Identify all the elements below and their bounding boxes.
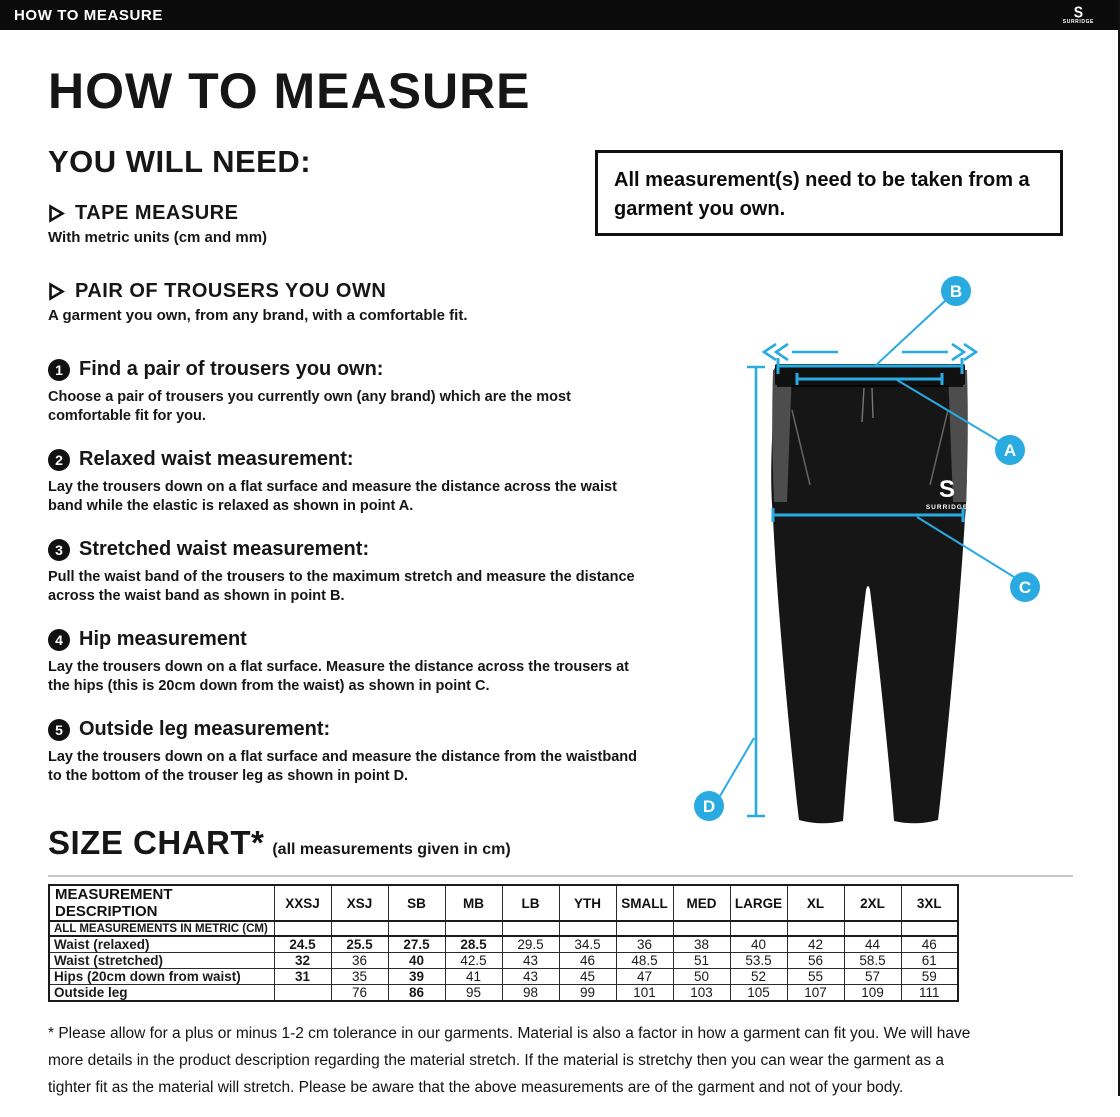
column-header-size: SB (388, 885, 445, 921)
steps (48, 358, 638, 808)
value-cell (274, 985, 331, 1002)
empty-cell (559, 921, 616, 936)
row-label-cell: Waist (relaxed) (49, 936, 274, 953)
value-cell: 58.5 (844, 953, 901, 969)
step-body: Choose a pair of trousers you currently own (any brand) which are the most comfortable fit for you. (48, 389, 571, 425)
footnote-line: more details in the product description regarding the material stretch. If the material is stretchy then you can wear the garment as a (48, 1052, 945, 1069)
value-cell: 57 (844, 969, 901, 985)
step-number-badge: 3 (48, 539, 70, 561)
value-cell: 34.5 (559, 936, 616, 953)
value-cell: 31 (274, 969, 331, 985)
value-cell: 86 (388, 985, 445, 1002)
step (48, 448, 638, 538)
value-cell: 51 (673, 953, 730, 969)
value-cell: 38 (673, 936, 730, 953)
value-cell: 98 (502, 985, 559, 1002)
trousers-measure-diagram (680, 260, 1100, 860)
table-row (49, 953, 958, 969)
empty-cell (787, 921, 844, 936)
value-cell: 28.5 (445, 936, 502, 953)
empty-cell (445, 921, 502, 936)
value-cell: 39 (388, 969, 445, 985)
empty-cell (844, 921, 901, 936)
footnote-line: tighter fit as the material will stretch. Please be aware that the above measurements are of the garment and not of your body. (48, 1079, 904, 1096)
need-item-trousers (48, 280, 467, 324)
empty-cell (730, 921, 787, 936)
value-cell: 36 (331, 953, 388, 969)
value-cell: 61 (901, 953, 958, 969)
label-b: B (949, 282, 963, 301)
trousers-silhouette (771, 364, 967, 823)
value-cell: 27.5 (388, 936, 445, 953)
value-cell: 109 (844, 985, 901, 1002)
value-cell: 43 (502, 953, 559, 969)
value-cell: 52 (730, 969, 787, 985)
step (48, 628, 638, 718)
value-cell: 44 (844, 936, 901, 953)
value-cell: 55 (787, 969, 844, 985)
value-cell: 53.5 (730, 953, 787, 969)
empty-cell (502, 921, 559, 936)
measurement-note-box: All measurement(s) need to be taken from a garment you own. (595, 150, 1063, 236)
separator-rule (48, 875, 1073, 877)
size-chart-title: SIZE CHART* (48, 824, 265, 861)
value-cell: 45 (559, 969, 616, 985)
value-cell: 42 (787, 936, 844, 953)
value-cell: 36 (616, 936, 673, 953)
value-cell: 56 (787, 953, 844, 969)
step (48, 718, 638, 808)
step-number-badge: 4 (48, 629, 70, 651)
empty-cell (673, 921, 730, 936)
value-cell: 76 (331, 985, 388, 1002)
leader-line-b (875, 301, 945, 366)
triangle-bullet-icon (48, 282, 65, 301)
metric-note-row (49, 921, 958, 936)
column-header-description: MEASUREMENT DESCRIPTION (49, 885, 274, 921)
table-row (49, 969, 958, 985)
value-cell: 59 (901, 969, 958, 985)
empty-cell (274, 921, 331, 936)
value-cell: 48.5 (616, 953, 673, 969)
value-cell: 105 (730, 985, 787, 1002)
empty-cell (616, 921, 673, 936)
value-cell: 40 (388, 953, 445, 969)
label-a: A (1003, 441, 1017, 460)
page-title: HOW TO MEASURE (48, 63, 531, 119)
stretch-arrow-left (764, 344, 838, 360)
step-title: Find a pair of trousers you own: (79, 358, 384, 380)
size-chart-subtitle: (all measurements given in cm) (272, 841, 511, 858)
value-cell: 25.5 (331, 936, 388, 953)
label-d: D (702, 797, 716, 816)
column-header-size: XSJ (331, 885, 388, 921)
value-cell: 35 (331, 969, 388, 985)
column-header-size: XL (787, 885, 844, 921)
value-cell: 50 (673, 969, 730, 985)
value-cell: 32 (274, 953, 331, 969)
column-header-size: LARGE (730, 885, 787, 921)
need-item-subtitle: With metric units (cm and mm) (48, 229, 268, 246)
triangle-bullet-icon (48, 204, 65, 223)
value-cell: 99 (559, 985, 616, 1002)
row-label-cell: Waist (stretched) (49, 953, 274, 969)
step-title: Relaxed waist measurement: (79, 448, 354, 470)
value-cell: 43 (502, 969, 559, 985)
value-cell: 46 (901, 936, 958, 953)
outside-leg-line (747, 367, 765, 816)
value-cell: 42.5 (445, 953, 502, 969)
value-cell: 111 (901, 985, 958, 1002)
value-cell: 29.5 (502, 936, 559, 953)
table-row (49, 985, 958, 1002)
step (48, 538, 638, 628)
value-cell: 103 (673, 985, 730, 1002)
column-header-size: SMALL (616, 885, 673, 921)
value-cell: 24.5 (274, 936, 331, 953)
row-label-cell: Hips (20cm down from waist) (49, 969, 274, 985)
value-cell: 46 (559, 953, 616, 969)
step-number-badge: 5 (48, 719, 70, 741)
empty-cell (331, 921, 388, 936)
step-number-badge: 2 (48, 449, 70, 471)
need-item-subtitle: A garment you own, from any brand, with a comfortable fit. (48, 307, 468, 324)
empty-cell (901, 921, 958, 936)
step (48, 358, 638, 448)
column-header-size: 3XL (901, 885, 958, 921)
step-body: Lay the trousers down on a flat surface. Measure the distance across the trousers at the hips (this is 20cm down from the waist) as shown in point C. (48, 659, 629, 695)
step-title: Outside leg measurement: (79, 718, 331, 740)
surridge-logo-mark-icon: S (1073, 3, 1084, 21)
column-header-size: LB (502, 885, 559, 921)
you-will-need-heading: YOU WILL NEED: (48, 144, 312, 179)
column-header-size: XXSJ (274, 885, 331, 921)
row-label-cell: Outside leg (49, 985, 274, 1002)
column-header-size: YTH (559, 885, 616, 921)
column-header-size: 2XL (844, 885, 901, 921)
leader-line-d (720, 738, 754, 796)
header-title: HOW TO MEASURE (14, 6, 163, 24)
header-bar (0, 0, 1120, 30)
need-item-tape-measure (48, 202, 267, 246)
step-body: Lay the trousers down on a flat surface and measure the distance across the waist band while the elastic is relaxed as shown in point A. (48, 479, 617, 515)
value-cell: 95 (445, 985, 502, 1002)
value-cell: 47 (616, 969, 673, 985)
need-item-title: TAPE MEASURE (75, 202, 239, 224)
step-body: Lay the trousers down on a flat surface and measure the distance from the waistband to the bottom of the trouser leg as shown in point D. (48, 749, 637, 785)
footnote-line: * Please allow for a plus or minus 1-2 cm tolerance in our garments. Material is also a factor in how a garment can fit you. We will have (48, 1025, 971, 1042)
size-chart-heading (48, 824, 511, 862)
surridge-logo (1063, 5, 1094, 25)
empty-cell (388, 921, 445, 936)
need-item-title: PAIR OF TROUSERS YOU OWN (75, 280, 387, 302)
step-body: Pull the waist band of the trousers to the maximum stretch and measure the distance across the waist band as shown in point B. (48, 569, 635, 605)
value-cell: 41 (445, 969, 502, 985)
value-cell: 101 (616, 985, 673, 1002)
metric-note-cell: ALL MEASUREMENTS IN METRIC (CM) (49, 921, 274, 936)
garment-surridge-mark: S (938, 476, 956, 503)
size-chart-table (48, 884, 959, 1002)
step-number-badge: 1 (48, 359, 70, 381)
column-header-size: MB (445, 885, 502, 921)
column-header-size: MED (673, 885, 730, 921)
value-cell: 40 (730, 936, 787, 953)
label-c: C (1018, 578, 1032, 597)
table-row (49, 936, 958, 953)
surridge-logo-wordmark: SURRIDGE (1062, 19, 1094, 25)
garment-surridge-wordmark: SURRIDGE (925, 504, 969, 511)
step-title: Hip measurement (79, 628, 247, 650)
footnote (48, 1020, 1093, 1101)
value-cell: 107 (787, 985, 844, 1002)
stretch-arrow-right (902, 344, 976, 360)
step-title: Stretched waist measurement: (79, 538, 370, 560)
